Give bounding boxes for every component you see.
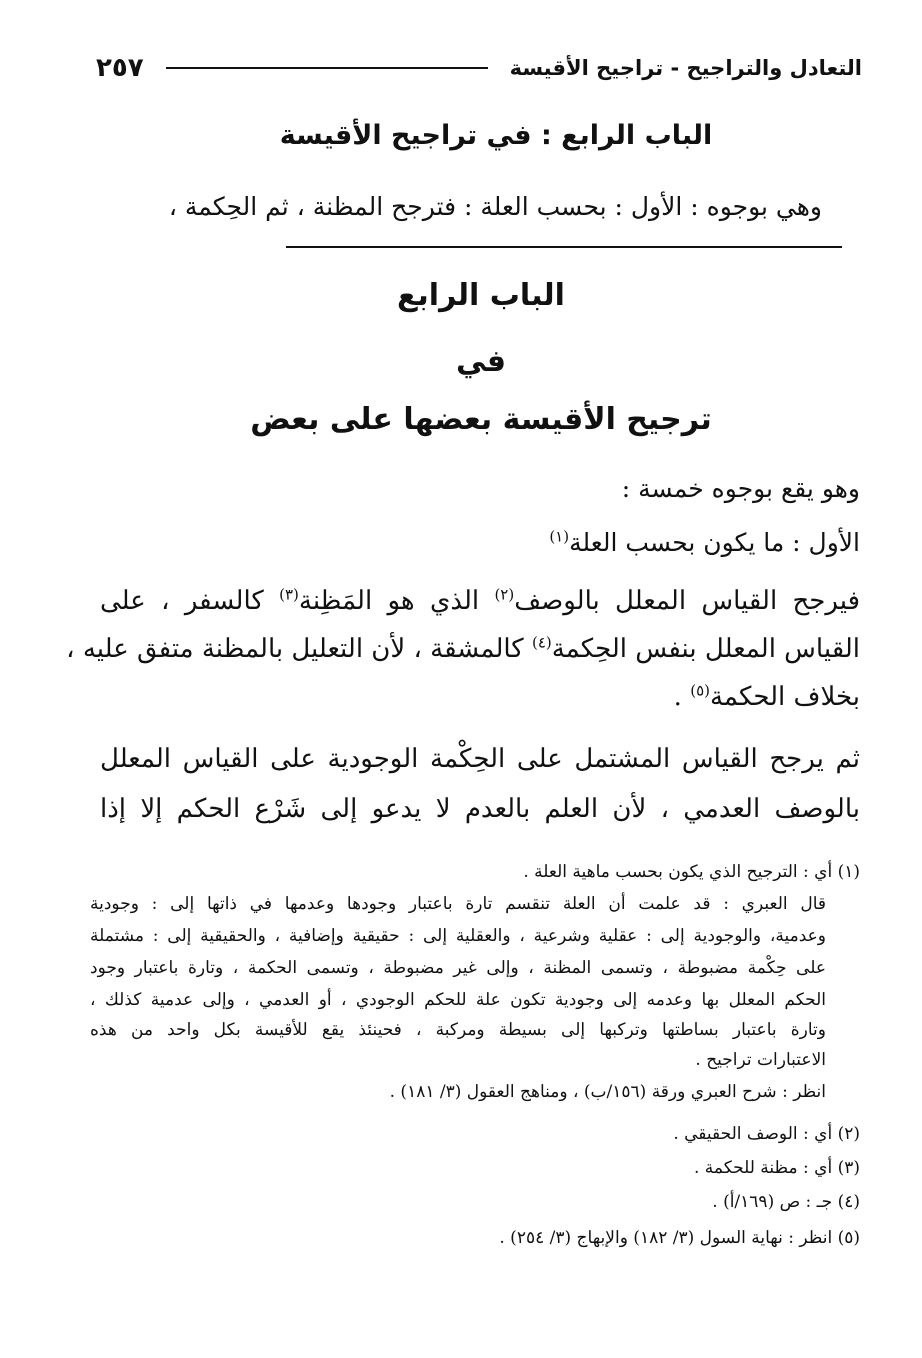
running-header <box>96 46 862 90</box>
footnote-1-reference: انظر : شرح العبري ورقة (١٥٦/ب) ، ومناهج العقول (٣/ ١٨١) . <box>389 1082 826 1102</box>
footnote-ref-5: (٥) <box>690 681 710 700</box>
summary-heading: الباب الرابع : في تراجيح الأقيسة <box>279 120 713 151</box>
body-intro: وهو يقع بوجوه خمسة : <box>621 474 860 503</box>
paragraph-1-line-2 <box>66 633 860 664</box>
first-aspect-heading <box>549 528 860 557</box>
chapter-title-line-3: ترجيح الأقيسة بعضها على بعض <box>250 402 712 437</box>
footnote-ref-2: (٢) <box>494 585 515 604</box>
p1-l2-text-b: كالمشقة ، لأن التعليل بالمظنة متفق عليه ، <box>66 634 532 664</box>
first-aspect-label: الأول : ما يكون بحسب العلة <box>569 528 860 557</box>
paragraph-2-line-1: ثم يرجح القياس المشتمل على الحِكْمة الوجودية على القياس المعلل <box>100 744 860 774</box>
footnote-1-line-2: وعدمية، والوجودية إلى : عقلية وشرعية ، والعقلية إلى : حقيقية وإضافية ، والحقيقية إلى : مشتملة <box>90 926 826 946</box>
footnote-1: (١) أي : الترجيح الذي يكون بحسب ماهية العلة . <box>523 862 860 882</box>
paragraph-1-line-1 <box>100 586 860 616</box>
running-title: التعادل والتراجيح - تراجيح الأقيسة <box>509 56 862 80</box>
p1-l3-text-a: بخلاف الحكمة <box>709 682 860 712</box>
footnote-ref-1: (١) <box>549 527 570 546</box>
footnote-1-line-5: وتارة باعتبار بساطتها وتركبها إلى بسيطة ومركبة ، فحينئذ يقع للأقيسة بكل واحد من هذه <box>90 1020 826 1040</box>
p1-l3-text-b: . <box>673 682 691 712</box>
p1-l2-text-a: القياس المعلل بنفس الحِكمة <box>551 634 860 664</box>
footnote-5: (٥) انظر : نهاية السول (٣/ ١٨٢) والإبهاج (٣/ ٢٥٤) . <box>499 1228 860 1248</box>
footnote-1-line-1: قال العبري : قد علمت أن العلة تنقسم تارة باعتبار وجودها وعدمها في ذاتها إلى : وجودية <box>90 894 826 914</box>
footnote-1-line-6: الاعتبارات تراجيح . <box>695 1050 826 1070</box>
summary-rule <box>286 246 842 248</box>
footnote-3: (٣) أي : مظنة للحكمة . <box>693 1158 860 1178</box>
summary-text: وهي بوجوه : الأول : بحسب العلة : فترجح المظنة ، ثم الحِكمة ، <box>168 192 822 221</box>
paragraph-2-line-2: بالوصف العدمي ، لأن العلم بالعدم لا يدعو إلى شَرْع الحكم إلا إذا <box>100 794 860 824</box>
header-rule <box>166 67 488 69</box>
footnote-1-line-3: على حِكْمة مضبوطة ، وتسمى المظنة ، وإلى غير مضبوطة ، وتسمى الحكمة ، وتارة باعتبار وجود <box>90 958 826 978</box>
footnote-ref-4: (٤) <box>531 633 552 652</box>
p1-l1-text-b: الذي هو المَظِنة <box>298 586 495 616</box>
chapter-title-line-1: الباب الرابع <box>397 278 565 313</box>
footnote-1-line-4: الحكم المعلل بها وعدمه إلى وجودية تكون علة للحكم الوجودي ، أو العدمي ، وإلى عدمية كذلك ، <box>90 990 826 1010</box>
footnote-ref-3: (٣) <box>279 585 299 604</box>
footnote-2: (٢) أي : الوصف الحقيقي . <box>673 1124 860 1144</box>
page-number: ٢٥٧ <box>96 53 144 83</box>
footnote-4: (٤) جـ : ص (١٦٩/أ) . <box>712 1192 860 1212</box>
paragraph-1-line-3 <box>100 682 860 712</box>
p1-l1-text-a: فيرجح القياس المعلل بالوصف <box>514 586 860 616</box>
p1-l1-text-c: كالسفر ، على <box>100 586 280 616</box>
chapter-title-line-2: في <box>456 344 506 379</box>
